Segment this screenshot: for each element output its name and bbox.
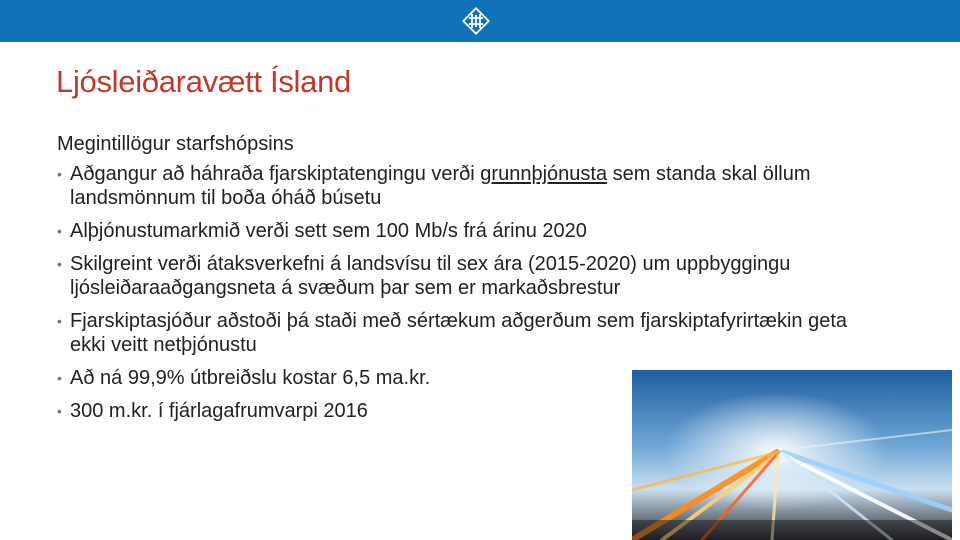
bullet-text: Alþjónustumarkmið verði sett sem 100 Mb/s frá árinu 2020: [70, 220, 587, 242]
bullet-underlined-text: grunnþjónusta: [480, 163, 608, 185]
bullet-item: [57, 162, 887, 210]
bullet-text: Að ná 99,9% útbreiðslu kostar 6,5 ma.kr.: [70, 367, 431, 389]
bullet-item: [57, 252, 887, 300]
bullet-item: [57, 309, 887, 357]
bullet-text: Aðgangur að háhraða fjarskiptatengingu verði: [70, 163, 481, 185]
government-crest-icon: [460, 5, 492, 37]
bullet-text: 300 m.kr. í fjárlagafrumvarpi 2016: [70, 400, 368, 422]
bullet-item: [57, 219, 887, 243]
header-bar: [0, 0, 960, 42]
slide-subtitle: Megintillögur starfshópsins: [57, 133, 294, 155]
light-trails-photo: [632, 370, 952, 540]
bullet-text: sem standa skal öllum landsmönnum til boða óháð búsetu: [70, 163, 811, 209]
bullet-text: Skilgreint verði átaksverkefni á landsvísu til sex ára (2015-2020) um uppbyggingu ljósleiðaraaðgangsneta á svæðum þar sem er markaðsbrestur: [70, 253, 791, 299]
slide-title: Ljósleiðaravætt Ísland: [56, 64, 351, 99]
bullet-text: Fjarskiptasjóður aðstoði þá staði með sértækum aðgerðum sem fjarskiptafyrirtækin geta ekki veitt netþjónustu: [70, 310, 847, 356]
